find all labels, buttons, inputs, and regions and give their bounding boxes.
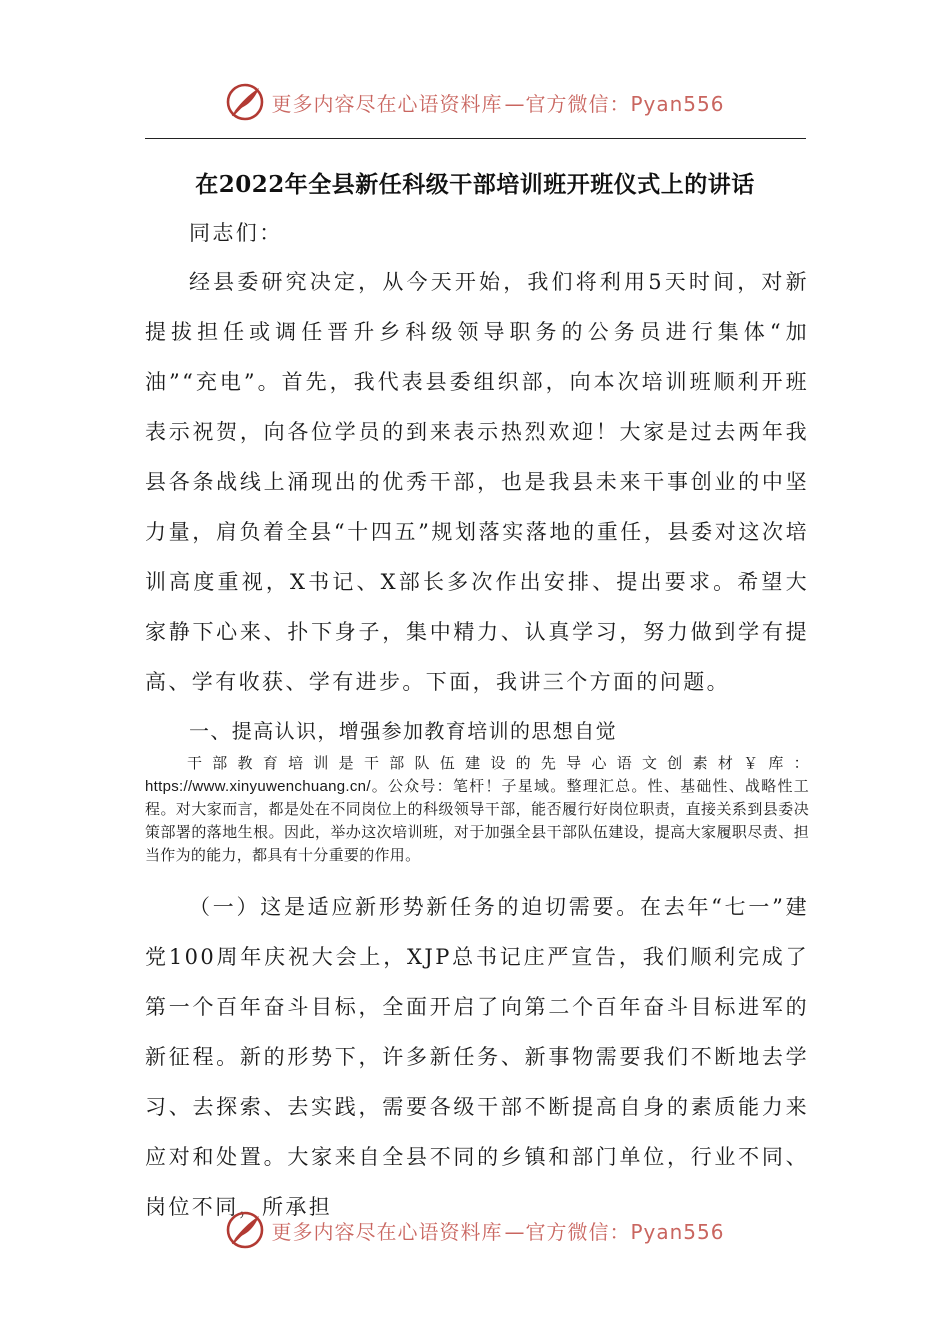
footer-banner bbox=[0, 1208, 950, 1252]
salutation: 同志们： bbox=[189, 221, 283, 245]
small-paragraph bbox=[145, 752, 809, 867]
paragraph-1: 经县委研究决定，从今天开始，我们将利用5天时间，对新提拔担任或调任晋升乡科级领导职务的公务员进行集体“加油”“充电”。首先，我代表县委组织部，向本次培训班顺利开班表示祝贺，向各位学员的到来表示热烈欢迎！大家是过去两年我县各条战线上涌现出的优秀干部，也是我县未来干事创业的中坚力量，肩负着全县“十四五”规划落实落地的重任，县委对这次培训高度重视，X书记、X部长多次作出安排、提出要求。希望大家静下心来、扑下身子，集中精力、认真学习，努力做到学有提高、学有收获、学有进步。下面，我讲三个方面的问题。 bbox=[145, 270, 809, 694]
banner-text: 更多内容尽在心语资料库 bbox=[271, 1219, 503, 1244]
small-paragraph-end: 。公众号：笔杆！子星域。整理汇总。性、基础性、战略性工程。对大家而言，都是处在不同岗位上的科级领导干部，能否履行好岗位职责，直接关系到县委决策部署的落地生根。因此，举办这次培训班，对于加强全县干部队伍建设，提高大家履职尽责、担当作为的能力，都具有十分重要的作用。 bbox=[145, 777, 809, 864]
quill-logo-icon bbox=[225, 1210, 265, 1250]
header-divider bbox=[145, 138, 806, 139]
banner-wechat: —官方微信：Pyan556 bbox=[504, 1219, 725, 1244]
page-title: 在2022年全县新任科级干部培训班开班仪式上的讲话 bbox=[195, 171, 755, 198]
header-banner bbox=[0, 80, 950, 124]
paragraph-2: （一）这是适应新形势新任务的迫切需要。在去年“七一”建党100周年庆祝大会上，XJP总书记庄严宣告，我们顺利完成了第一个百年奋斗目标，全面开启了向第二个百年奋斗目标进军的新征程。新的形势下，许多新任务、新事物需要我们不断地去学习、去探索、去实践，需要各级干部不断提高自身的素质能力来应对和处置。大家来自全县不同的乡镇和部门单位，行业不同、岗位不同，所承担 bbox=[145, 895, 809, 1219]
banner-text: 更多内容尽在心语资料库 bbox=[271, 91, 503, 116]
banner-wechat: —官方微信：Pyan556 bbox=[504, 91, 725, 116]
quill-logo-icon bbox=[225, 82, 265, 122]
source-url: https://www.xinyuwenchuang.cn/ bbox=[145, 778, 371, 795]
small-paragraph-start: 干部教育培训是干部队伍建设的先导心语文创素材￥库： bbox=[187, 754, 809, 772]
section-heading-1: 一、提高认识，增强参加教育培训的思想自觉 bbox=[189, 719, 617, 743]
